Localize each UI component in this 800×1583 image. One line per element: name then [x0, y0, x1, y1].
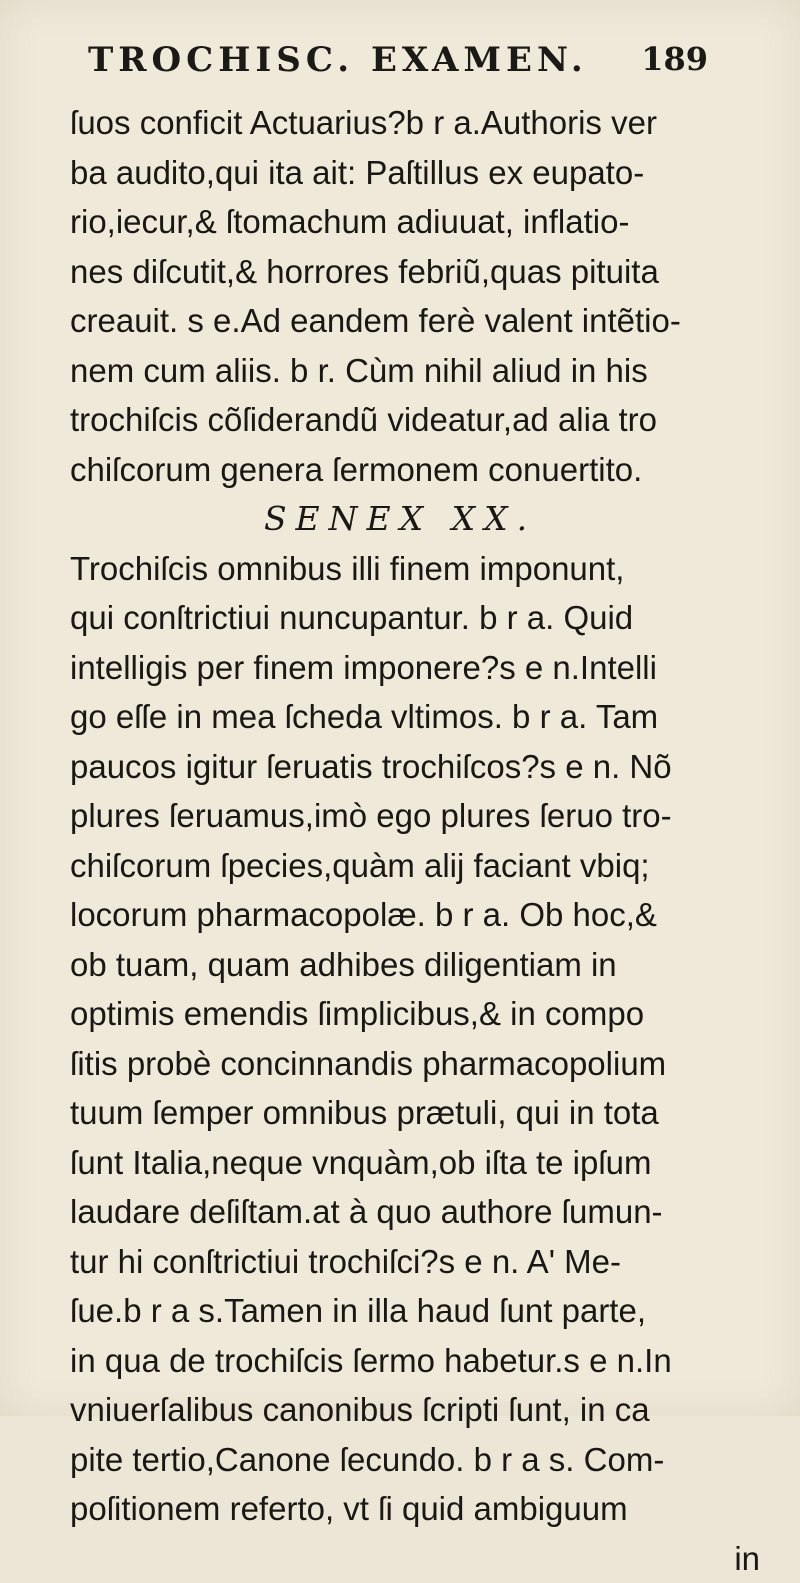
text-line: pite tertio,Canone ſecundo. b r a s. Com- — [70, 1435, 790, 1485]
text-line: ſue.b r a s.Tamen in illa haud ſunt parte, — [70, 1286, 790, 1336]
text-line: ba audito,qui ita ait: Paſtillus ex eupato- — [70, 148, 790, 198]
page-number: 189 — [641, 40, 708, 78]
text-line: intelligis per finem imponere?s e n.Intelli — [70, 643, 790, 693]
running-head: TROCHISC. EXAMEN. — [88, 40, 588, 80]
text-line: trochiſcis cõſiderandũ videatur,ad alia tro — [70, 395, 790, 445]
body-text — [70, 98, 790, 1583]
text-line: tur hi conſtrictiui trochiſci?s e n. A' Me- — [70, 1237, 790, 1287]
text-line: chiſcorum genera ſermonem conuertito. — [70, 445, 790, 495]
text-line: plures ſeruamus,imò ego plures ſeruo tro- — [70, 791, 790, 841]
text-line: vniuerſalibus canonibus ſcripti ſunt, in ca — [70, 1385, 790, 1435]
text-line: nem cum aliis. b r. Cùm nihil aliud in his — [70, 346, 790, 396]
catchword: in — [70, 1534, 790, 1583]
text-line: locorum pharmacopolæ. b r a. Ob hoc,& — [70, 890, 790, 940]
text-line: paucos igitur ſeruatis trochiſcos?s e n. Nõ — [70, 742, 790, 792]
text-line: laudare deſiſtam.at à quo authore ſumun- — [70, 1187, 790, 1237]
text-line: optimis emendis ſimplicibus,& in compo — [70, 989, 790, 1039]
page-header — [88, 40, 708, 90]
text-line: rio,iecur,& ſtomachum adiuuat, inflatio- — [70, 197, 790, 247]
text-line: go eſſe in mea ſcheda vltimos. b r a. Tam — [70, 692, 790, 742]
text-line: nes diſcutit,& horrores febriũ,quas pituita — [70, 247, 790, 297]
section-heading: SENEX XX. — [70, 494, 790, 544]
text-line: Trochiſcis omnibus illi finem imponunt, — [70, 544, 790, 594]
text-line: qui conſtrictiui nuncupantur. b r a. Quid — [70, 593, 790, 643]
text-line: ob tuam, quam adhibes diligentiam in — [70, 940, 790, 990]
text-line: creauit. s e.Ad eandem ferè valent intẽtio- — [70, 296, 790, 346]
text-line: in qua de trochiſcis ſermo habetur.s e n.In — [70, 1336, 790, 1386]
text-line: ſuos conficit Actuarius?b r a.Authoris ver — [70, 98, 790, 148]
text-line: ſitis probè concinnandis pharmacopolium — [70, 1039, 790, 1089]
text-line: poſitionem referto, vt ſi quid ambiguum — [70, 1484, 790, 1534]
text-line: tuum ſemper omnibus prætuli, qui in tota — [70, 1088, 790, 1138]
text-line: ſunt Italia,neque vnquàm,ob iſta te ipſum — [70, 1138, 790, 1188]
text-line: chiſcorum ſpecies,quàm alij faciant vbiq; — [70, 841, 790, 891]
